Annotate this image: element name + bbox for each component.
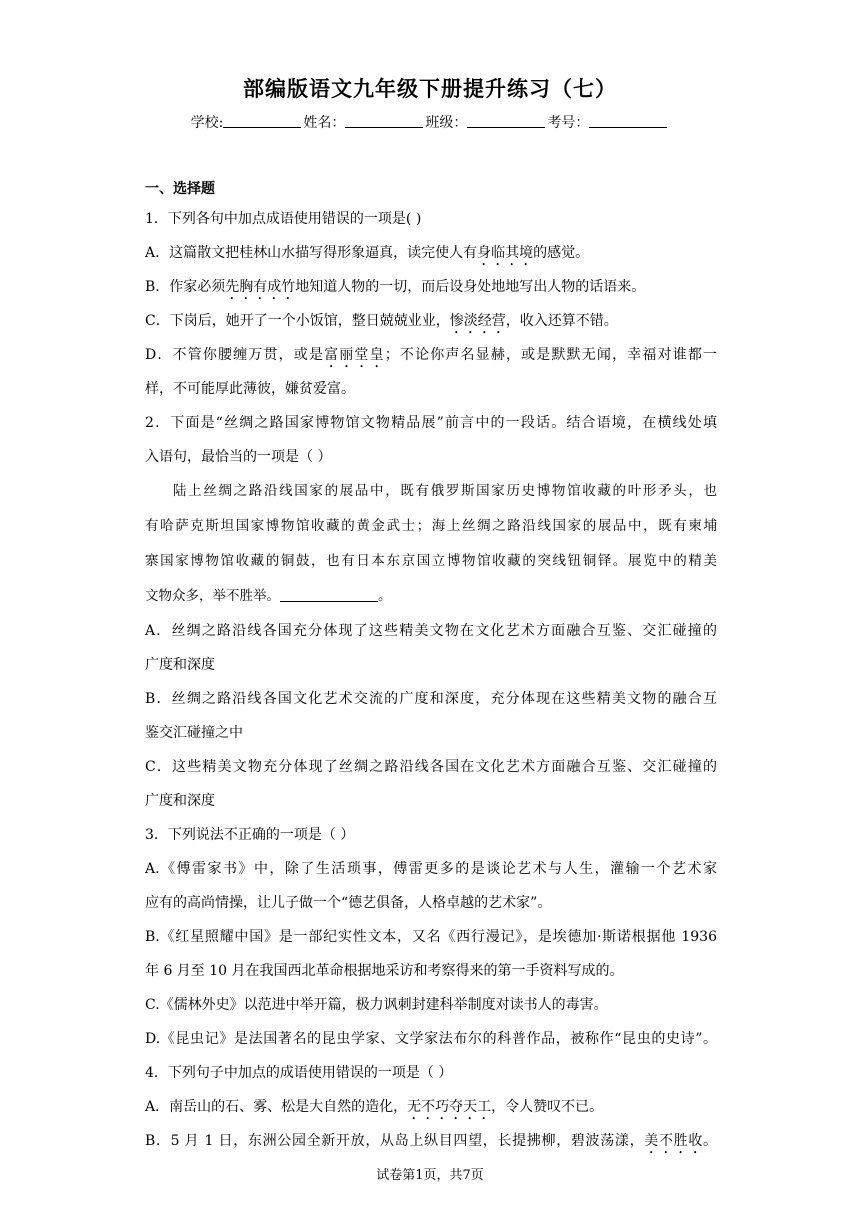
q2-stem-line2: 入语句，最恰当的一项是（ ） [145,449,332,465]
number-label: 考号： [547,115,590,131]
name-label: 姓名： [303,115,346,131]
q3-option-a-line2: 应有的高尚情操，让儿子做一个“德艺俱备，人格卓越的艺术家”。 [145,895,552,911]
student-info-line [0,112,860,132]
q2-passage-line1: 陆上丝绸之路沿线国家的展品中，既有俄罗斯国家历史博物馆收藏的叶形矛头，也 [173,483,717,499]
q2-option-b-line1: B．丝绸之路沿线各国文化艺术交流的广度和深度，充分体现在这些精美文物的融合互 [145,691,717,707]
q3-option-d: D.《昆虫记》是法国著名的昆虫学家、文学家法布尔的科普作品，被称作“昆虫的史诗”。 [145,1031,717,1047]
q2-stem-line1: 2．下面是“丝绸之路国家博物馆文物精品展”前言中的一段话。结合语境，在横线处填 [145,415,717,431]
q2-option-c-line2: 广度和深度 [145,793,215,809]
school-label: 学校: [190,115,224,131]
q4-option-a: A．南岳山的石、雾、松是大自然的造化，无不巧夺天工，令人赞叹不已。 [145,1099,604,1115]
q1-option-b: B．作家必须先胸有成竹地知道人物的一切，而后设身处地地写出人物的话语来。 [145,279,646,295]
q1-option-d-line2: 样，不可能厚此薄彼，嫌贫爱富。 [145,381,355,397]
q1-option-d-line1: D．不管你腰缠万贯，或是富丽堂皇；不论你声名显赫，或是默默无闻，幸福对谁都一 [145,347,718,363]
q2-passage-line3: 寨国家博物馆收藏的铜鼓，也有日本东京国立博物馆收藏的突线钮铜铎。展览中的精美 [145,553,717,569]
school-blank[interactable] [223,114,301,128]
section-heading: 一、选择题 [145,181,215,197]
q2-option-a-line1: A．丝绸之路沿线各国充分体现了这些精美文物在文化艺术方面融合互鉴、交汇碰撞的 [145,623,717,639]
page-title: 部编版语文九年级下册提升练习（七） [243,77,617,101]
q2-option-a-line2: 广度和深度 [145,657,215,673]
q2-option-b-line2: 鉴交汇碰撞之中 [145,725,243,741]
q2-passage-line2: 有哈萨克斯坦国家博物馆收藏的黄金武士；海上丝绸之路沿线国家的展品中，既有柬埔 [145,518,717,534]
q3-option-a-line1: A.《傅雷家书》中，除了生活琐事，傅雷更多的是谈论艺术与人生，灌输一个艺术家 [145,861,717,877]
q1-option-a: A．这篇散文把桂林山水描写得形象逼真，读完使人有身临其境的感觉。 [145,245,590,261]
q3-option-c: C.《儒林外史》以范进中举开篇，极力讽刺封建科举制度对读书人的毒害。 [145,997,608,1013]
class-blank[interactable] [467,114,545,128]
q1-option-c: C．下岗后，她开了一个小饭馆，整日兢兢业业，惨淡经营，收入还算不错。 [145,313,618,329]
q2-passage-line4: 文物众多，举不胜举。 。 [145,588,392,604]
q4-option-b: B．5 月 1 日，东洲公园全新开放，从岛上纵目四望，长提拂柳，碧波荡漾，美不胜收。 [145,1133,718,1149]
q2-option-c-line1: C．这些精美文物充分体现了丝绸之路沿线各国在文化艺术方面融合互鉴、交汇碰撞的 [145,759,717,775]
fill-in-blank[interactable] [280,587,378,602]
q3-option-b-line2: 年 6 月至 10 月在我国西北革命根据地采访和考察得来的第一手资料写成的。 [145,963,624,979]
q3-stem: 3．下列说法不正确的一项是（ ） [145,827,355,843]
number-blank[interactable] [589,114,667,128]
question-content [145,176,717,1158]
q1-stem: 1．下列各句中加点成语使用错误的一项是( ) [145,211,422,227]
q4-stem: 4．下列句子中加点的成语使用错误的一项是（ ） [145,1065,453,1081]
name-blank[interactable] [345,114,423,128]
q3-option-b-line1: B.《红星照耀中国》是一部纪实性文本，又名《西行漫记》，是埃德加·斯诺根据他 1936 [145,929,717,945]
page-footer: 试卷第1页，共7页 [376,1168,484,1183]
class-label: 班级： [425,115,468,131]
